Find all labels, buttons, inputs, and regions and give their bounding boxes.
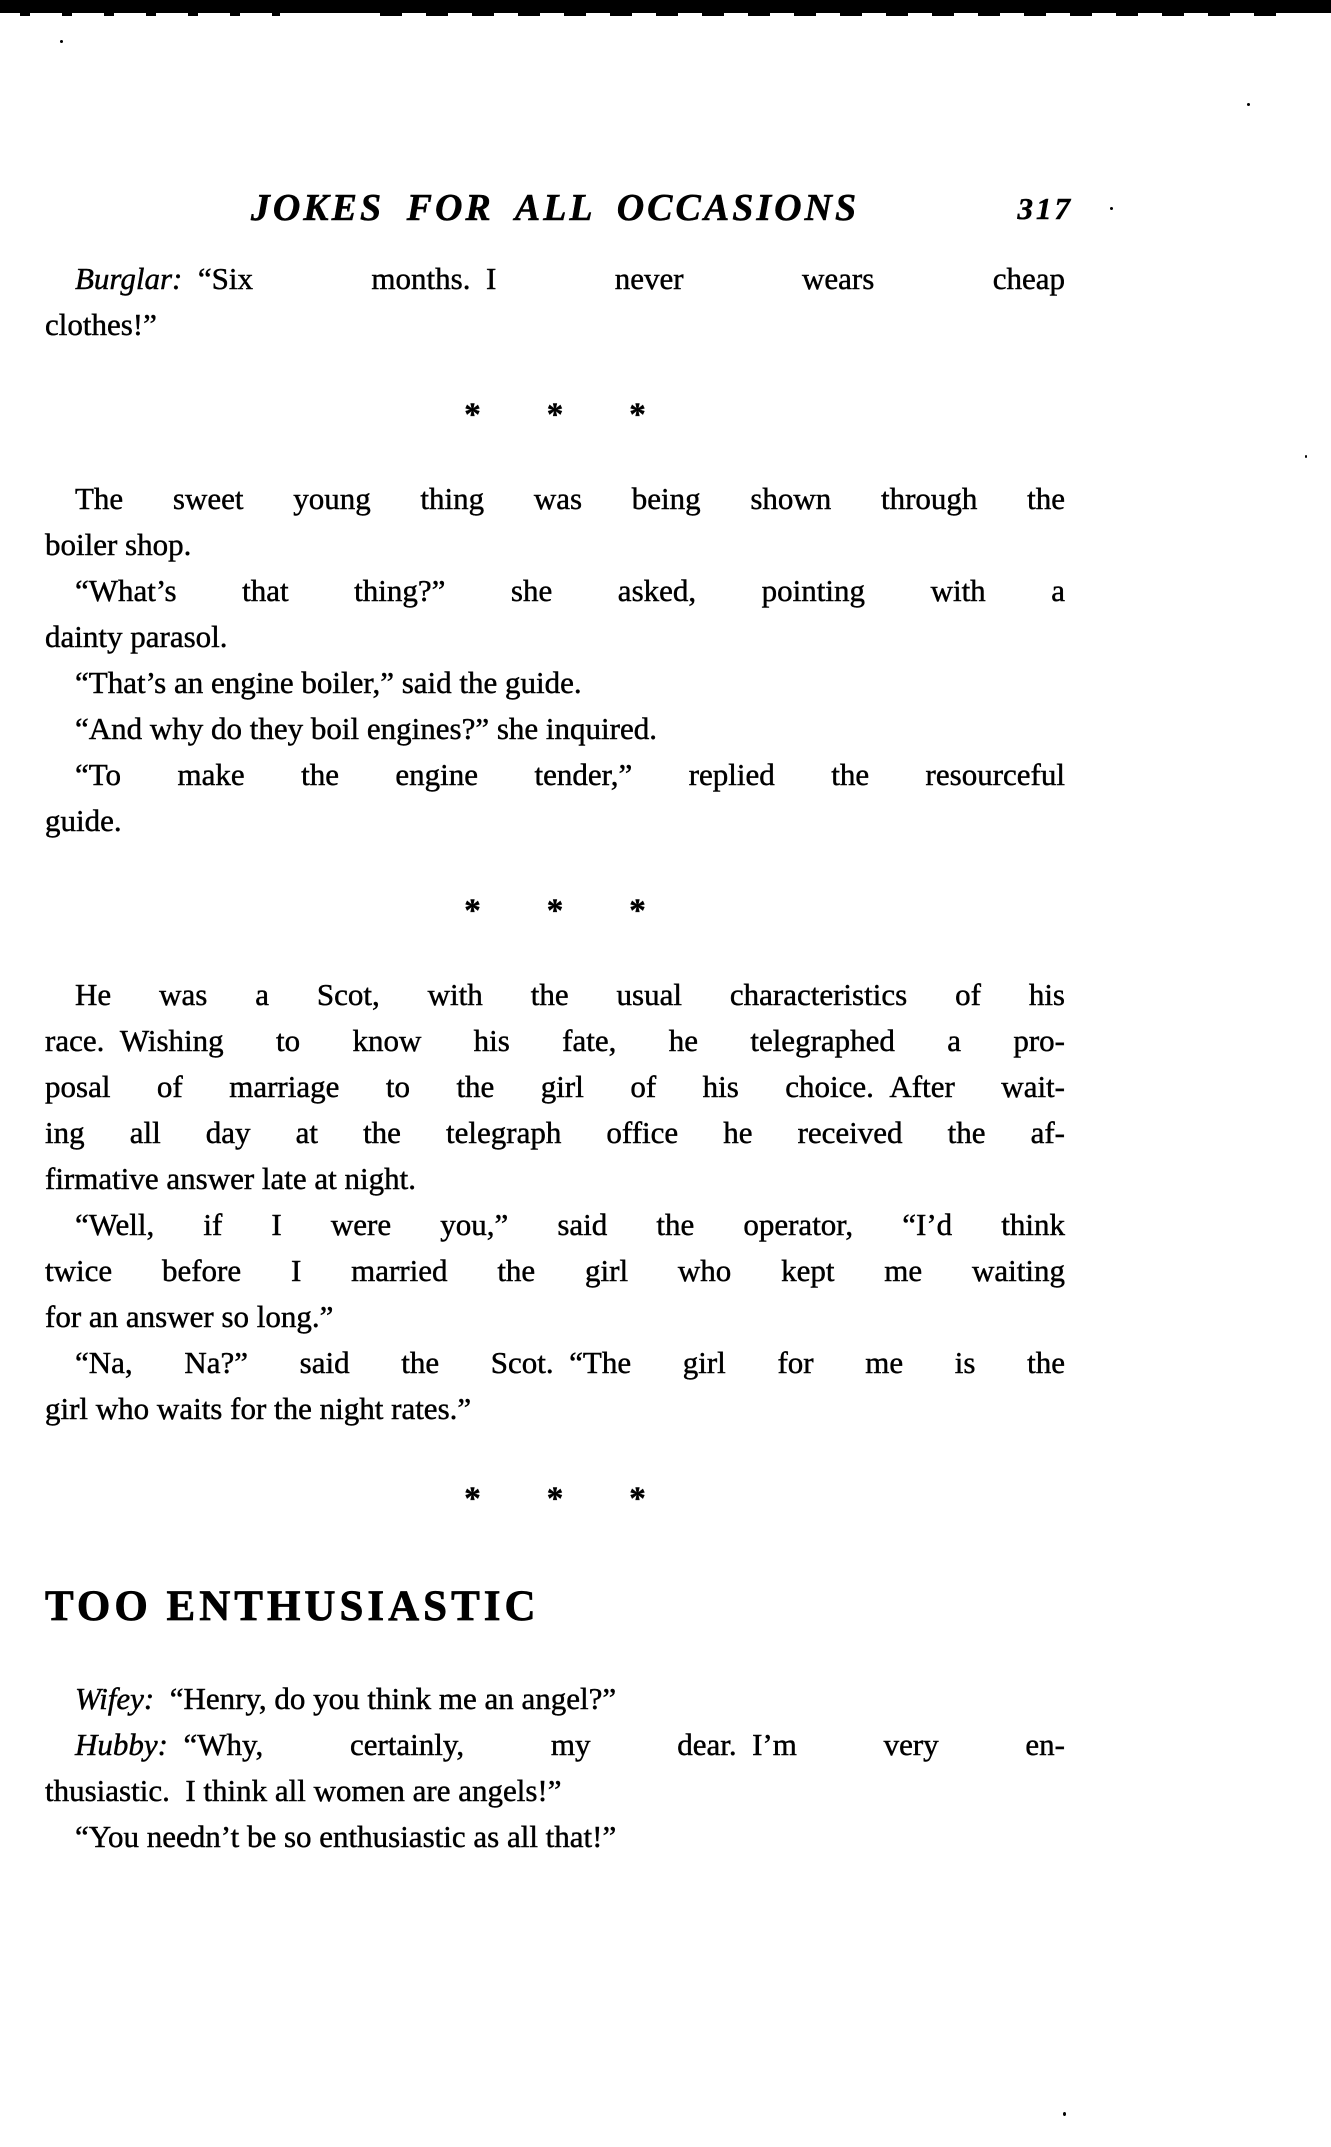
- section-heading: TOO ENTHUSIASTIC: [45, 1583, 540, 1630]
- text-line: [45, 256, 1065, 302]
- page-body: [45, 256, 1065, 1860]
- text-segment: firmative answer late at night.: [45, 1161, 417, 1196]
- running-head: [45, 186, 1073, 230]
- speaker-label: Burglar:: [75, 261, 183, 296]
- text-line: [45, 568, 1065, 614]
- joke-paragraph: [45, 256, 1065, 348]
- text-line: [45, 660, 1065, 706]
- scan-speck: [1110, 207, 1113, 210]
- text-line: [45, 1340, 1065, 1386]
- text-segment: “What’s that thing?” she asked, pointing with a: [75, 573, 1065, 608]
- text-line: [45, 1386, 1065, 1432]
- joke-paragraph: [45, 1202, 1065, 1340]
- scan-speck: [1305, 455, 1307, 458]
- text-segment: dainty parasol.: [45, 619, 228, 654]
- text-segment: clothes!”: [45, 307, 157, 342]
- text-line: [45, 798, 1065, 844]
- joke-paragraph: [45, 476, 1065, 568]
- joke-paragraph: [45, 1814, 1065, 1860]
- text-line: [45, 1294, 1065, 1340]
- joke-paragraph: [45, 752, 1065, 844]
- text-line: [45, 1814, 1065, 1860]
- speaker-label: Wifey:: [75, 1681, 155, 1716]
- page-title: JOKES FOR ALL OCCASIONS: [250, 187, 860, 229]
- text-line: [45, 706, 1065, 752]
- text-line: [45, 614, 1065, 660]
- text-segment: boiler shop.: [45, 527, 192, 562]
- text-segment: “Henry, do you think me an angel?”: [154, 1681, 617, 1716]
- text-line: [45, 1202, 1065, 1248]
- text-line: [45, 476, 1065, 522]
- text-line: [45, 302, 1065, 348]
- text-line: [45, 1110, 1065, 1156]
- speaker-label: Hubby:: [75, 1727, 168, 1762]
- asterisk-separator: * * *: [464, 893, 646, 929]
- joke-paragraph: [45, 1722, 1065, 1814]
- text-line: [45, 1018, 1065, 1064]
- asterisk-separator: * * *: [464, 1481, 646, 1517]
- page: [45, 0, 1073, 1860]
- text-segment: posal of marriage to the girl of his choice. After wait-: [45, 1069, 1065, 1104]
- text-segment: twice before I married the girl who kept me waiting: [45, 1253, 1065, 1288]
- text-line: [45, 972, 1065, 1018]
- text-segment: “Na, Na?” said the Scot. “The girl for me is the: [75, 1345, 1065, 1380]
- text-line: [45, 1768, 1065, 1814]
- text-segment: The sweet young thing was being shown through the: [75, 481, 1065, 516]
- text-segment: thusiastic. I think all women are angels!”: [45, 1773, 562, 1808]
- joke-paragraph: [45, 1676, 1065, 1722]
- text-line: [45, 522, 1065, 568]
- text-segment: He was a Scot, with the usual characteristics of his: [75, 977, 1065, 1012]
- text-segment: ing all day at the telegraph office he received the af-: [45, 1115, 1065, 1150]
- joke-paragraph: [45, 568, 1065, 660]
- text-segment: for an answer so long.”: [45, 1299, 334, 1334]
- text-line: [45, 1156, 1065, 1202]
- scan-speck: [1063, 2112, 1066, 2116]
- joke-paragraph: [45, 660, 1065, 706]
- text-line: [45, 1248, 1065, 1294]
- text-segment: “And why do they boil engines?” she inquired.: [75, 711, 657, 746]
- text-segment: girl who waits for the night rates.”: [45, 1391, 472, 1426]
- text-segment: “You needn’t be so enthusiastic as all that!”: [75, 1819, 617, 1854]
- text-line: [45, 1064, 1065, 1110]
- joke-paragraph: [45, 972, 1065, 1202]
- asterisk-separator: * * *: [464, 397, 646, 433]
- text-line: [45, 752, 1065, 798]
- text-segment: “To make the engine tender,” replied the resourceful: [75, 757, 1065, 792]
- text-line: [45, 1722, 1065, 1768]
- text-segment: “Well, if I were you,” said the operator, “I’d think: [75, 1207, 1065, 1242]
- joke-paragraph: [45, 1340, 1065, 1432]
- scan-speck: [1247, 103, 1250, 106]
- page-number: 317: [1017, 191, 1073, 226]
- text-segment: “Six months. I never wears cheap: [182, 261, 1065, 296]
- text-line: [45, 1676, 1065, 1722]
- text-segment: race. Wishing to know his fate, he telegraphed a pro-: [45, 1023, 1065, 1058]
- text-segment: guide.: [45, 803, 122, 838]
- joke-paragraph: [45, 706, 1065, 752]
- text-segment: “Why, certainly, my dear. I’m very en-: [167, 1727, 1065, 1762]
- text-segment: “That’s an engine boiler,” said the guide.: [75, 665, 582, 700]
